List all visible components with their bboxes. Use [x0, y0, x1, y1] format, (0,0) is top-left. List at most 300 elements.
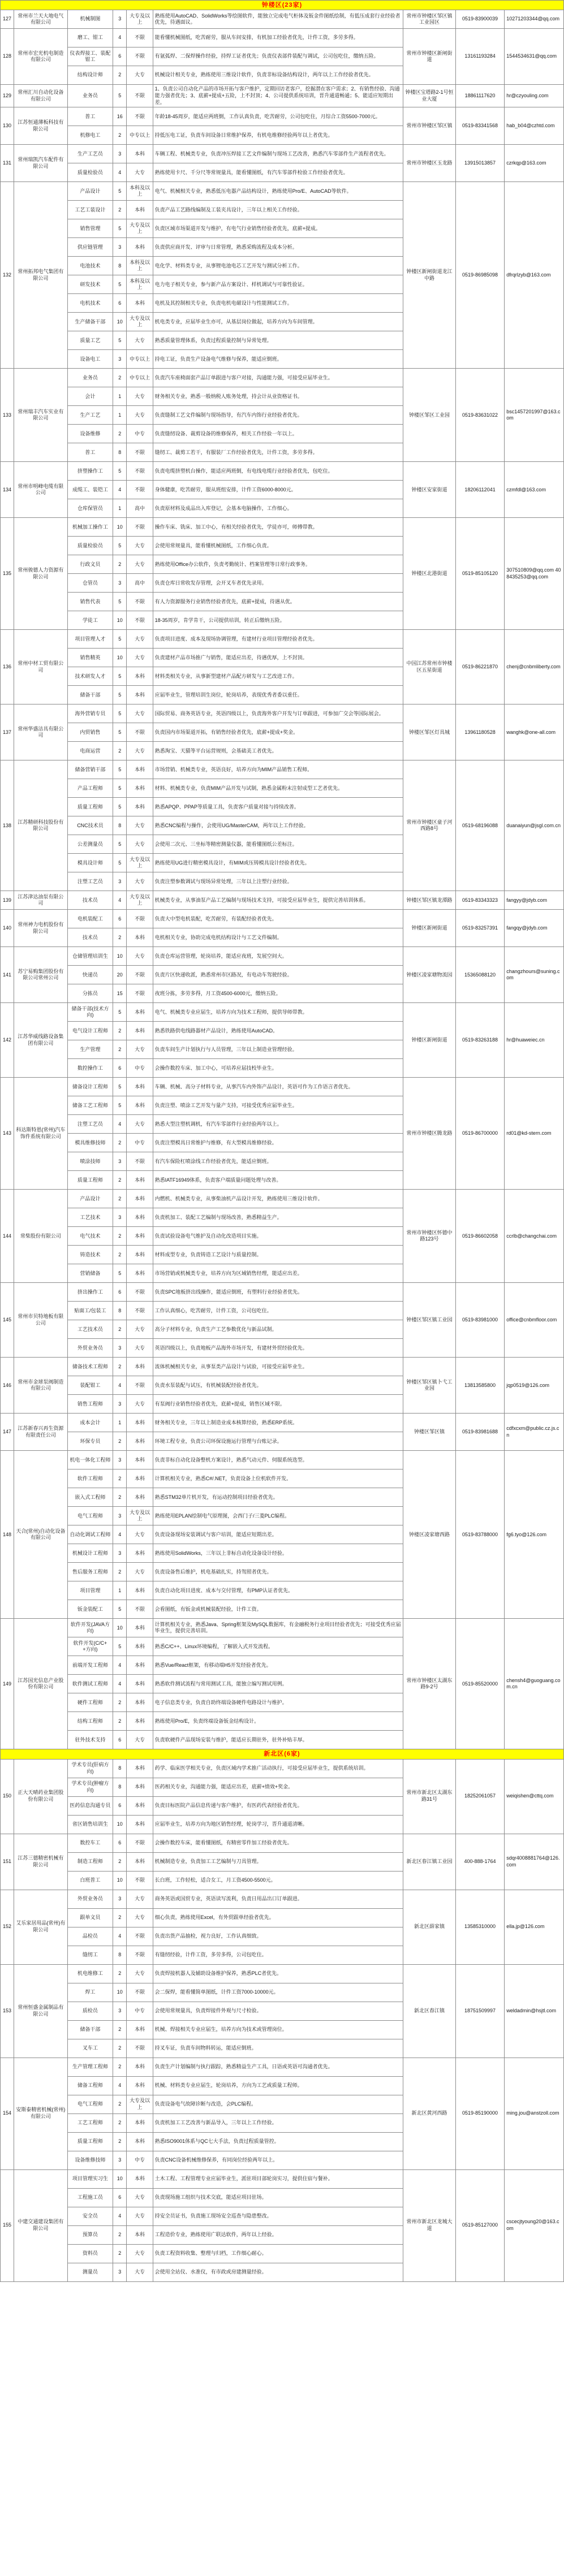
job-row [1, 910, 564, 928]
company-name: 常州华盛洁具有限公司 [14, 704, 68, 760]
job-count: 5 [113, 275, 127, 294]
job-title: 质量工程师 [67, 798, 113, 816]
job-requirements: 负责CNC设备机械维修保养，有同岗位经验两年以上。 [153, 2151, 403, 2169]
company-email: chensh4@guoguang.com.cn [505, 1619, 564, 1749]
job-title: 注塑工艺员 [67, 872, 113, 891]
row-number: 151 [1, 1834, 14, 1890]
job-count: 6 [113, 294, 127, 313]
job-requirements: 负责缝制工艺文件编制与现场指导，有汽车内饰行业经验者优先。 [153, 406, 403, 425]
job-education: 中专 [127, 1134, 153, 1152]
company-email: fg6.tyo@126.com [505, 1451, 564, 1619]
job-education: 本科及以上 [127, 257, 153, 275]
job-count: 3 [113, 872, 127, 891]
job-title: 研发技术 [67, 275, 113, 294]
job-requirements: 土木工程、工程管理专业应届毕业生，派驻项目部轮岗实习，提供住宿与餐补。 [153, 2169, 403, 2188]
job-education: 本科 [127, 2020, 153, 2039]
company-name: 中建交通建设集团有限公司 [14, 2169, 68, 2281]
job-requirements: 熟悉C/C++、Linux环境编程，了解嵌入式开发流程。 [153, 1637, 403, 1656]
job-requirements: 有汽车保险杠喷涂线工作经验者优先，能适应倒班。 [153, 1152, 403, 1171]
job-count: 2 [113, 1022, 127, 1040]
job-count: 2 [113, 1171, 127, 1190]
job-education: 不限 [127, 462, 153, 481]
job-count: 3 [113, 574, 127, 593]
job-title: 电气技术 [67, 1227, 113, 1246]
company-email: cscecjtyoung20@163.com [505, 2169, 564, 2281]
job-education: 不限 [127, 85, 153, 107]
job-requirements: 应届毕业生，培养方向为地区销售经理，轮岗学习，晋升通道清晰。 [153, 1815, 403, 1834]
row-number: 136 [1, 630, 14, 704]
job-title: 业务员 [67, 369, 113, 387]
job-requirements: 材料类相关专业，从事新型建材产品配方研发与工艺改进工作。 [153, 667, 403, 686]
job-title: 结构工程师 [67, 1712, 113, 1731]
job-title: 质量工程师 [67, 1171, 113, 1190]
job-requirements: 夜班分拣，多劳多得，月工资4500-6000元，缴纳五险。 [153, 984, 403, 1003]
company-name: 常州中材工贸有限公司 [14, 630, 68, 704]
company-email: ella.jp@126.com [505, 1890, 564, 1964]
job-count: 2 [113, 1852, 127, 1871]
job-title: 软件开发(C/C++方向) [67, 1637, 113, 1656]
row-number: 149 [1, 1619, 14, 1749]
job-education: 大专 [127, 1339, 153, 1358]
job-row [1, 630, 564, 649]
job-title: 学术专员(肝病方向) [67, 1759, 113, 1778]
job-count: 10 [113, 518, 127, 537]
section-band [1, 1, 564, 10]
job-title: 内贸销售 [67, 723, 113, 742]
company-phone: 0519-86221870 [455, 630, 505, 704]
job-title: 质量检验员 [67, 537, 113, 555]
job-title: 硬件工程师 [67, 1693, 113, 1712]
job-education: 大专 [127, 2263, 153, 2281]
job-title: 仓库保管员 [67, 499, 113, 518]
job-education: 大专 [127, 555, 153, 574]
job-count: 5 [113, 630, 127, 649]
job-education: 不限 [127, 1302, 153, 1320]
job-count: 2 [113, 425, 127, 443]
job-education: 大专及以上 [127, 891, 153, 910]
job-education: 本科 [127, 2169, 153, 2188]
job-education: 不限 [127, 593, 153, 611]
job-title: 质检员 [67, 2002, 113, 2020]
job-title: 成本会计 [67, 1414, 113, 1432]
job-requirements: 负责项目进度、成本及现场协调管理，有建材行业项目管理经验者优先。 [153, 630, 403, 649]
company-phone: 0519-85105120 [455, 518, 505, 630]
company-address: 钟楼区新闸街道 [403, 1003, 456, 1078]
job-requirements: 流体机械相关专业，从事泵类产品设计与试验，可接受应届毕业生。 [153, 1358, 403, 1376]
job-education: 大专 [127, 1525, 153, 1544]
job-requirements: 车辆、机械、高分子材料专业，从事汽车内外饰产品设计，英语可作为工作语言者优先。 [153, 1078, 403, 1096]
company-address: 钟楼区新闸街道 [403, 910, 456, 947]
job-requirements: 机械制造专业，负责加工工艺编制与刀具管理。 [153, 1852, 403, 1871]
section-header: 新北区(6家) [1, 1749, 564, 1759]
job-count: 5 [113, 1003, 127, 1022]
company-address: 新北区春江镇 [403, 1964, 456, 2058]
job-requirements: 缝纫工、裁剪工若干，有服装厂工作经验者优先，计件工资，多劳多得。 [153, 443, 403, 462]
job-count: 5 [113, 85, 127, 107]
job-requirements: 负责目标医院产品信息传递与客户维护，有医药代表经验者优先。 [153, 1796, 403, 1815]
job-education: 本科 [127, 1637, 153, 1656]
job-education: 本科 [127, 1078, 153, 1096]
company-email: ccrlb@changchai.com [505, 1190, 564, 1283]
job-count: 3 [113, 238, 127, 257]
job-education: 不限 [127, 1152, 153, 1171]
job-title: 营销储备 [67, 1264, 113, 1283]
job-row [1, 1078, 564, 1096]
company-email: 1544534631@qq.com [505, 29, 564, 85]
row-number: 135 [1, 518, 14, 630]
job-education: 本科 [127, 928, 153, 947]
company-email: ming.jou@anstzoll.com [505, 2058, 564, 2169]
job-education: 本科 [127, 798, 153, 816]
job-row [1, 1190, 564, 1208]
job-education: 本科 [127, 1712, 153, 1731]
section-header: 钟楼区(23家) [1, 1, 564, 10]
job-requirements: 负责建材产品市场推广与销售，能适应出差，待遇优厚，上不封顶。 [153, 649, 403, 667]
job-education: 不限 [127, 1834, 153, 1852]
job-count: 1 [113, 1414, 127, 1432]
job-count: 4 [113, 1525, 127, 1544]
job-count: 4 [113, 1376, 127, 1395]
job-title: 驻外技术支持 [67, 1731, 113, 1749]
job-requirements: 医药相关专业，沟通能力强，能适应出差，底薪+绩效+奖金。 [153, 1778, 403, 1796]
job-education: 本科 [127, 1796, 153, 1815]
company-email: fangyy@jdyb.com [505, 891, 564, 910]
job-education: 本科 [127, 2132, 153, 2151]
company-name: 常州瑞凯汽车配件有限公司 [14, 145, 68, 182]
job-count: 4 [113, 29, 127, 47]
job-count: 15 [113, 984, 127, 1003]
job-title: 安全员 [67, 2207, 113, 2225]
row-number: 127 [1, 10, 14, 29]
row-number: 139 [1, 891, 14, 910]
company-phone: 0519-86602058 [455, 1190, 505, 1283]
company-phone: 0519-83341568 [455, 107, 505, 145]
job-requirements: 国际贸易、商务英语专业，英语四级以上，负责海外客户开发与订单跟进，可参加广交会等国际展会。 [153, 704, 403, 723]
job-requirements: 材料成型专业，负责铸造工艺设计与质量控制。 [153, 1246, 403, 1264]
job-education: 大专 [127, 835, 153, 854]
row-number: 140 [1, 910, 14, 947]
company-address: 常州市新北区太湖东路31号 [403, 1759, 456, 1834]
row-number: 134 [1, 462, 14, 518]
job-title: 测量员 [67, 2263, 113, 2281]
job-requirements: 会使用常规量具，负责焊接件外观与尺寸检验。 [153, 2002, 403, 2020]
company-email: weldadmin@hsjtl.com [505, 1964, 564, 2058]
job-table-body [1, 1, 564, 2282]
job-count: 4 [113, 2207, 127, 2225]
job-requirements: 负责非标自动化设备整机方案设计，熟悉气动元件、伺服系统选型。 [153, 1451, 403, 1469]
row-number: 137 [1, 704, 14, 760]
job-education: 本科 [127, 1656, 153, 1675]
job-requirements: 年龄18-45周岁，能适应两班倒，工作认真负责，吃苦耐劳，公司包吃住，月综合工资5500-7000元。 [153, 107, 403, 126]
company-address: 钟楼区凌家塘西路 [403, 1451, 456, 1619]
job-count: 6 [113, 910, 127, 928]
job-requirements: 熟悉淘宝、天猫等平台运营规则，会基础美工者优先。 [153, 742, 403, 760]
job-row [1, 1414, 564, 1432]
job-title: 仪表焊接工、装配钳工 [67, 47, 113, 66]
row-number: 148 [1, 1451, 14, 1619]
job-title: 工艺工程师 [67, 2113, 113, 2132]
row-number: 143 [1, 1078, 14, 1190]
row-number: 131 [1, 145, 14, 182]
job-requirements: 电子信息类专业，负责自助终端设备硬件电路设计与维护。 [153, 1693, 403, 1712]
job-title: 电气工程师 [67, 2095, 113, 2113]
job-title: 模具维修技师 [67, 1134, 113, 1152]
job-education: 大专 [127, 387, 153, 406]
row-number: 146 [1, 1358, 14, 1414]
job-row [1, 518, 564, 537]
job-education: 不限 [127, 443, 153, 462]
job-count: 1 [113, 1581, 127, 1600]
job-title: 项目管理实习生 [67, 2169, 113, 2188]
job-requirements: 负责软硬件产品现场安装与维护，能适应长期驻外，驻外补贴丰厚。 [153, 1731, 403, 1749]
job-count: 2 [113, 1488, 127, 1507]
job-education: 不限 [127, 2039, 153, 2058]
company-email: hr@huaweiec.cn [505, 1003, 564, 1078]
job-requirements: 会使用二次元、三坐标等精密测量仪器，能看懂图纸公差标注。 [153, 835, 403, 854]
company-email: changzhours@suning.com [505, 947, 564, 1003]
company-email: chenj@cnbmliberty.com [505, 630, 564, 704]
job-title: 结构设计师 [67, 66, 113, 85]
job-title: 贴面工/包装工 [67, 1302, 113, 1320]
job-title: 电气设计工程师 [67, 1022, 113, 1040]
job-requirements: 负责原材料及成品出入库登记，会基本电脑操作，工作细心。 [153, 499, 403, 518]
job-title: 学术专员(肿瘤方向) [67, 1778, 113, 1796]
job-title: 白班普工 [67, 1871, 113, 1890]
job-education: 本科 [127, 2113, 153, 2132]
job-education: 本科 [127, 1227, 153, 1246]
job-education: 中专 [127, 1059, 153, 1078]
job-count: 5 [113, 537, 127, 555]
job-title: 电气工程师 [67, 1507, 113, 1525]
job-title: 钣金装配工 [67, 1600, 113, 1619]
job-count: 6 [113, 1283, 127, 1302]
job-title: 模具设计师 [67, 854, 113, 872]
job-requirements: 熟悉质量管理体系，负责过程质量控制与异常处理。 [153, 331, 403, 350]
job-title: 售后服务工程师 [67, 1563, 113, 1581]
job-title: 省区销售培训生 [67, 1815, 113, 1834]
company-email: hab_b04@czhtd.com [505, 107, 564, 145]
job-count: 5 [113, 1078, 127, 1096]
job-requirements: 高分子材料专业，负责生产工艺参数优化与新品试制。 [153, 1320, 403, 1339]
job-requirements: 持安全员证书，负责施工现场安全巡查与隐患整改。 [153, 2207, 403, 2225]
job-title: 焊工 [67, 1983, 113, 2002]
job-requirements: 工作认真细心，吃苦耐劳，计件工资，公司包吃住。 [153, 1302, 403, 1320]
job-requirements: 机电类专业，应届毕业生亦可，从基层岗位做起，培养方向为车间管理。 [153, 313, 403, 331]
job-education: 本科 [127, 1488, 153, 1507]
job-title: 生产储备干部 [67, 313, 113, 331]
company-email: sdqr4008881764@126.com [505, 1834, 564, 1890]
job-education: 大专 [127, 406, 153, 425]
job-count: 5 [113, 667, 127, 686]
job-education: 不限 [127, 1376, 153, 1395]
job-count: 10 [113, 1815, 127, 1834]
job-count: 8 [113, 443, 127, 462]
company-email: 307510809@qq.com 408435253@qq.com [505, 518, 564, 630]
job-education: 大专 [127, 2244, 153, 2263]
job-count: 5 [113, 1264, 127, 1283]
company-phone: 400-888-1764 [455, 1834, 505, 1890]
company-phone: 0519-83343323 [455, 891, 505, 910]
job-requirements: 操作车床、铣床、加工中心，有相关经验者优先，学徒亦可，师傅带教。 [153, 518, 403, 537]
job-title: 磨工、钳工 [67, 29, 113, 47]
company-name: 江苏国光信息产业股份有限公司 [14, 1619, 68, 1749]
company-phone: 0519-83257391 [455, 910, 505, 947]
job-requirements: 会使用常规量具，能看懂机械图纸，工作细心负责。 [153, 537, 403, 555]
company-name: 常柴股份有限公司 [14, 1190, 68, 1283]
job-count: 3 [113, 1507, 127, 1525]
job-education: 大专 [127, 1908, 153, 1927]
job-count: 2 [113, 2113, 127, 2132]
job-row [1, 1358, 564, 1376]
job-education: 本科 [127, 1022, 153, 1040]
row-number: 133 [1, 369, 14, 462]
job-title: 生产工艺 [67, 406, 113, 425]
company-address: 钟楼区邹区镇卜弋工业园 [403, 1358, 456, 1414]
company-address: 新北区黄河西路 [403, 2058, 456, 2169]
job-title: 工程施工员 [67, 2188, 113, 2207]
company-name: 常州市宏光机电制造有限公司 [14, 29, 68, 85]
job-count: 5 [113, 704, 127, 723]
job-count: 6 [113, 2188, 127, 2207]
job-education: 本科 [127, 2058, 153, 2076]
company-name: 常州神力电机股份有限公司 [14, 910, 68, 947]
job-count: 2 [113, 1712, 127, 1731]
company-name: 常州市兰天大地电气有限公司 [14, 10, 68, 29]
job-requirements: 熟悉STM32单片机开发，有运动控制项目经验者优先。 [153, 1488, 403, 1507]
row-number: 144 [1, 1190, 14, 1283]
job-education: 大专及以上 [127, 10, 153, 29]
job-requirements: 财务相关专业，熟悉一般纳税人账务处理，持会计从业资格证书。 [153, 387, 403, 406]
job-count: 3 [113, 1451, 127, 1469]
job-count: 4 [113, 481, 127, 499]
job-title: 海外营销专员 [67, 704, 113, 723]
job-education: 本科 [127, 238, 153, 257]
job-row [1, 1834, 564, 1852]
job-row [1, 107, 564, 126]
job-count: 2 [113, 1432, 127, 1451]
company-phone: 0519-68196088 [455, 760, 505, 891]
company-address: 钟楼区邹区镇工业园 [403, 1283, 456, 1358]
company-phone: 15365088120 [455, 947, 505, 1003]
job-count: 10 [113, 1983, 127, 2002]
company-email: czrkqp@163.com [505, 145, 564, 182]
job-row [1, 891, 564, 910]
company-phone: 0519-83900039 [455, 10, 505, 29]
job-count: 2 [113, 369, 127, 387]
job-title: 储备技术工程师 [67, 1358, 113, 1376]
company-address: 钟楼区安家街道 [403, 462, 456, 518]
job-count: 4 [113, 1115, 127, 1134]
job-title: 设备电工 [67, 350, 113, 369]
job-education: 本科及以上 [127, 182, 153, 201]
job-title: 外贸业务员 [67, 1890, 113, 1908]
company-email: dfrqrlzyb@163.com [505, 182, 564, 369]
job-row [1, 760, 564, 779]
job-row [1, 462, 564, 481]
job-requirements: 1、负责公司自动化产品的市场开拓与客户维护，定期回访老客户，挖掘潜在客户需求；2、有销售经验、沟通能力强者优先；3、底薪+提成+五险，上不封顶；4、公司提供系统培训，晋升通道畅通；5、能适应短期出差。 [153, 85, 403, 107]
job-requirements: 熟悉IATF16949体系，负责客户端质量问题处理与改善。 [153, 1171, 403, 1190]
job-requirements: 负责试验设备电气维护及自动化改造项目实施。 [153, 1227, 403, 1246]
job-education: 本科 [127, 1759, 153, 1778]
job-title: 资料员 [67, 2244, 113, 2263]
job-education: 本科 [127, 1451, 153, 1469]
job-title: 质量工艺 [67, 331, 113, 350]
company-name: 江苏津达油泵有限公司 [14, 891, 68, 910]
job-row [1, 1451, 564, 1469]
job-requirements: 有氩弧焊、二保焊操作经验，持焊工证者优先；负责仪表部件装配与调试，公司包吃住，缴纳五险。 [153, 47, 403, 66]
company-address: 钟楼区邹区镇 [403, 1414, 456, 1451]
job-requirements: 机械、材料类专业应届生，轮岗培养，方向为工艺或质量工程师。 [153, 2076, 403, 2095]
job-requirements: 会操作数控车床，能看懂图纸，有精密零件加工经验者优先。 [153, 1834, 403, 1852]
job-requirements: 身体健康，吃苦耐劳，服从班组安排，计件工资6000-8000元。 [153, 481, 403, 499]
job-count: 2 [113, 126, 127, 145]
job-title: 储备工艺工程师 [67, 1096, 113, 1115]
job-title: 学徒工 [67, 611, 113, 630]
job-title: 储备营销干部 [67, 760, 113, 779]
job-count: 2 [113, 201, 127, 219]
job-title: 储备干部(技术方向) [67, 1003, 113, 1022]
company-address: 常州市钟楼区玉龙路 [403, 145, 456, 182]
job-count: 3 [113, 2151, 127, 2169]
job-title: 外贸业务员 [67, 1339, 113, 1358]
job-count: 10 [113, 649, 127, 667]
job-count: 2 [113, 1908, 127, 1927]
job-title: 软件测试工程师 [67, 1675, 113, 1693]
company-name: 常州市金球泵阀制造有限公司 [14, 1358, 68, 1414]
job-title: 生产工艺员 [67, 145, 113, 163]
job-title: 销售精英 [67, 649, 113, 667]
job-count: 6 [113, 1796, 127, 1815]
job-count: 5 [113, 798, 127, 816]
row-number: 150 [1, 1759, 14, 1834]
job-requirements: 熟悉Vue/React框架，有移动端H5开发经验者优先。 [153, 1656, 403, 1675]
company-phone: 0519-83981000 [455, 1283, 505, 1358]
job-education: 本科 [127, 1264, 153, 1283]
job-title: 储备设计工程师 [67, 1078, 113, 1096]
job-education: 不限 [127, 723, 153, 742]
company-address: 钟楼区新闸街道龙江中路 [403, 182, 456, 369]
job-education: 大专 [127, 163, 153, 182]
job-title: 设备维修技师 [67, 2151, 113, 2169]
job-education: 大专 [127, 2188, 153, 2207]
job-count: 2 [113, 2020, 127, 2039]
job-count: 10 [113, 1871, 127, 1890]
job-education: 本科 [127, 2225, 153, 2244]
job-requirements: 机械类专业，从事油泵产品工艺编制与现场技术支持，可接受应届毕业生，提供完善培训体系。 [153, 891, 403, 910]
job-requirements: 能看懂机械图纸，吃苦耐劳，服从车间安排，有机加工经验者优先，计件工资，多劳多得。 [153, 29, 403, 47]
row-number: 142 [1, 1003, 14, 1078]
job-title: 注塑工艺员 [67, 1115, 113, 1134]
company-name: 艾乐家居用品(常州)有限公司 [14, 1890, 68, 1964]
job-requirements: 财务相关专业，三年以上制造业成本核算经验，熟悉ERP系统。 [153, 1414, 403, 1432]
job-title: 普工 [67, 443, 113, 462]
job-requirements: 负责水泵装配与试压，有机械装配经验者优先。 [153, 1376, 403, 1395]
job-title: 数控操作工 [67, 1059, 113, 1078]
company-email: weiqishen@cttq.com [505, 1759, 564, 1834]
job-count: 5 [113, 760, 127, 779]
job-title: 生产管理 [67, 1040, 113, 1059]
job-count: 5 [113, 182, 127, 201]
job-count: 6 [113, 1834, 127, 1852]
job-education: 本科 [127, 667, 153, 686]
job-title: 机械制图 [67, 10, 113, 29]
job-count: 4 [113, 2076, 127, 2095]
job-row [1, 182, 564, 201]
job-count: 5 [113, 723, 127, 742]
job-requirements: 负责注塑参数调试与现场异常处理，三年以上注塑行业经验。 [153, 872, 403, 891]
job-title: 销售代表 [67, 593, 113, 611]
job-requirements: 市场营销或机械类专业，培养方向为区域销售经理，能适应出差。 [153, 1264, 403, 1283]
